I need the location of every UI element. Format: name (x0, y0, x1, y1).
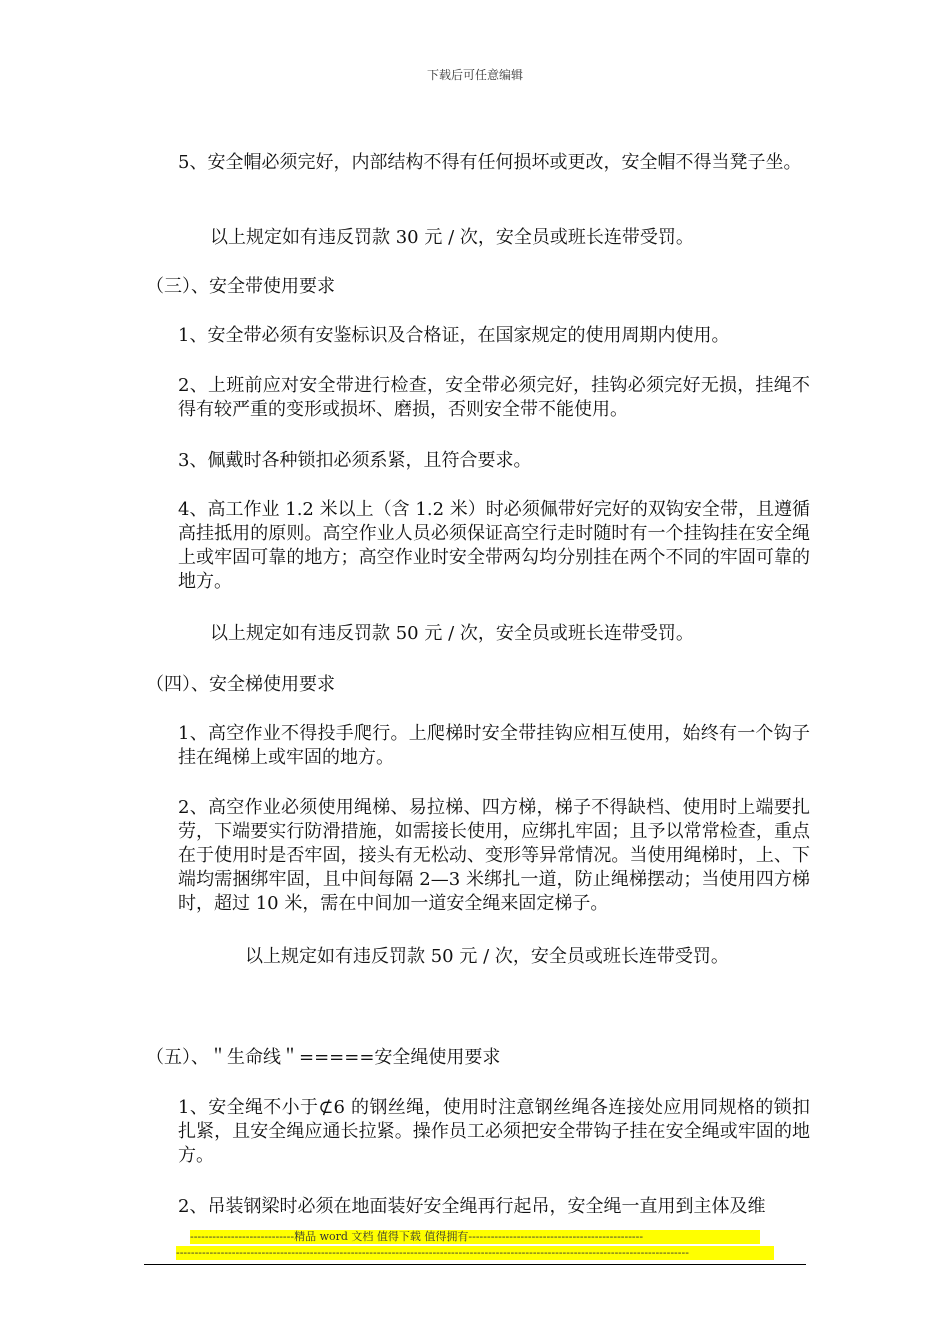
rule-lifeline-2: 2、吊装钢梁时必须在地面装好安全绳再行起吊，安全绳一直用到主体及维 (178, 1196, 766, 1217)
footer-dashes: ------------------------------------------------------------------------------------------------------------------------------------------ (176, 1246, 774, 1260)
section-heading-lifeline: （五）、＂生命线＂=====安全绳使用要求 (146, 1047, 501, 1068)
penalty-note-30: 以上规定如有违反罚款 30 元 / 次，安全员或班长连带受罚。 (210, 227, 694, 248)
rule-ladder-2: 2、高空作业必须使用绳梯、易拉梯、四方梯，梯子不得缺档、使用时上端要扎劳，下端要实行防滑措施，如需接长使用，应绑扎牢固；且予以常常检查，重点在于使用时是否牢固，接头有无松动、变形等异常情况。当使用绳梯时，上、下端均需捆绑牢固，且中间每隔 2—3 米绑扎一道，防止绳梯摆动；当使用四方梯时，超过 10 米，需在中间加一道安全绳来固定梯子。 (178, 797, 810, 914)
rule-harness-4: 4、高工作业 1.2 米以上（含 1.2 米）时必须佩带好完好的双钩安全带，且遵循高挂抵用的原则。高空作业人员必须保证高空行走时随时有一个挂钩挂在安全绳上或牢固可靠的地方；高空作业时安全带两勾均分别挂在两个不同的牢固可靠的地方。 (178, 499, 810, 592)
footer-banner: ----------------------------精品 word 文档 值得下载 值得拥有----------------------------------------------- (190, 1230, 760, 1244)
penalty-note-50-a: 以上规定如有违反罚款 50 元 / 次，安全员或班长连带受罚。 (210, 623, 694, 644)
penalty-note-50-b: 以上规定如有违反罚款 50 元 / 次，安全员或班长连带受罚。 (245, 946, 729, 967)
section-heading-ladder: （四）、安全梯使用要求 (146, 674, 335, 695)
rule-helmet-5: 5、安全帽必须完好，内部结构不得有任何损坏或更改，安全帽不得当凳子坐。 (178, 152, 802, 173)
page-header: 下载后可任意编辑 (426, 68, 523, 82)
rule-ladder-1: 1、高空作业不得投手爬行。上爬梯时安全带挂钩应相互使用，始终有一个钩子挂在绳梯上或牢固的地方。 (178, 723, 810, 768)
section-heading-harness: （三）、安全带使用要求 (146, 276, 335, 297)
rule-harness-3: 3、佩戴时各种锁扣必须系紧，且符合要求。 (178, 450, 532, 471)
footer-divider (144, 1264, 806, 1265)
rule-lifeline-1: 1、安全绳不小于⊄6 的钢丝绳，使用时注意钢丝绳各连接处应用同规格的锁扣扎紧，且安全绳应通长拉紧。操作员工必须把安全带钩子挂在安全绳或牢固的地方。 (178, 1097, 810, 1166)
rule-harness-2: 2、上班前应对安全带进行检查，安全带必须完好，挂钩必须完好无损，挂绳不得有较严重的变形或损坏、磨损，否则安全带不能使用。 (178, 375, 810, 420)
rule-harness-1: 1、安全带必须有安鉴标识及合格证，在国家规定的使用周期内使用。 (178, 325, 730, 346)
